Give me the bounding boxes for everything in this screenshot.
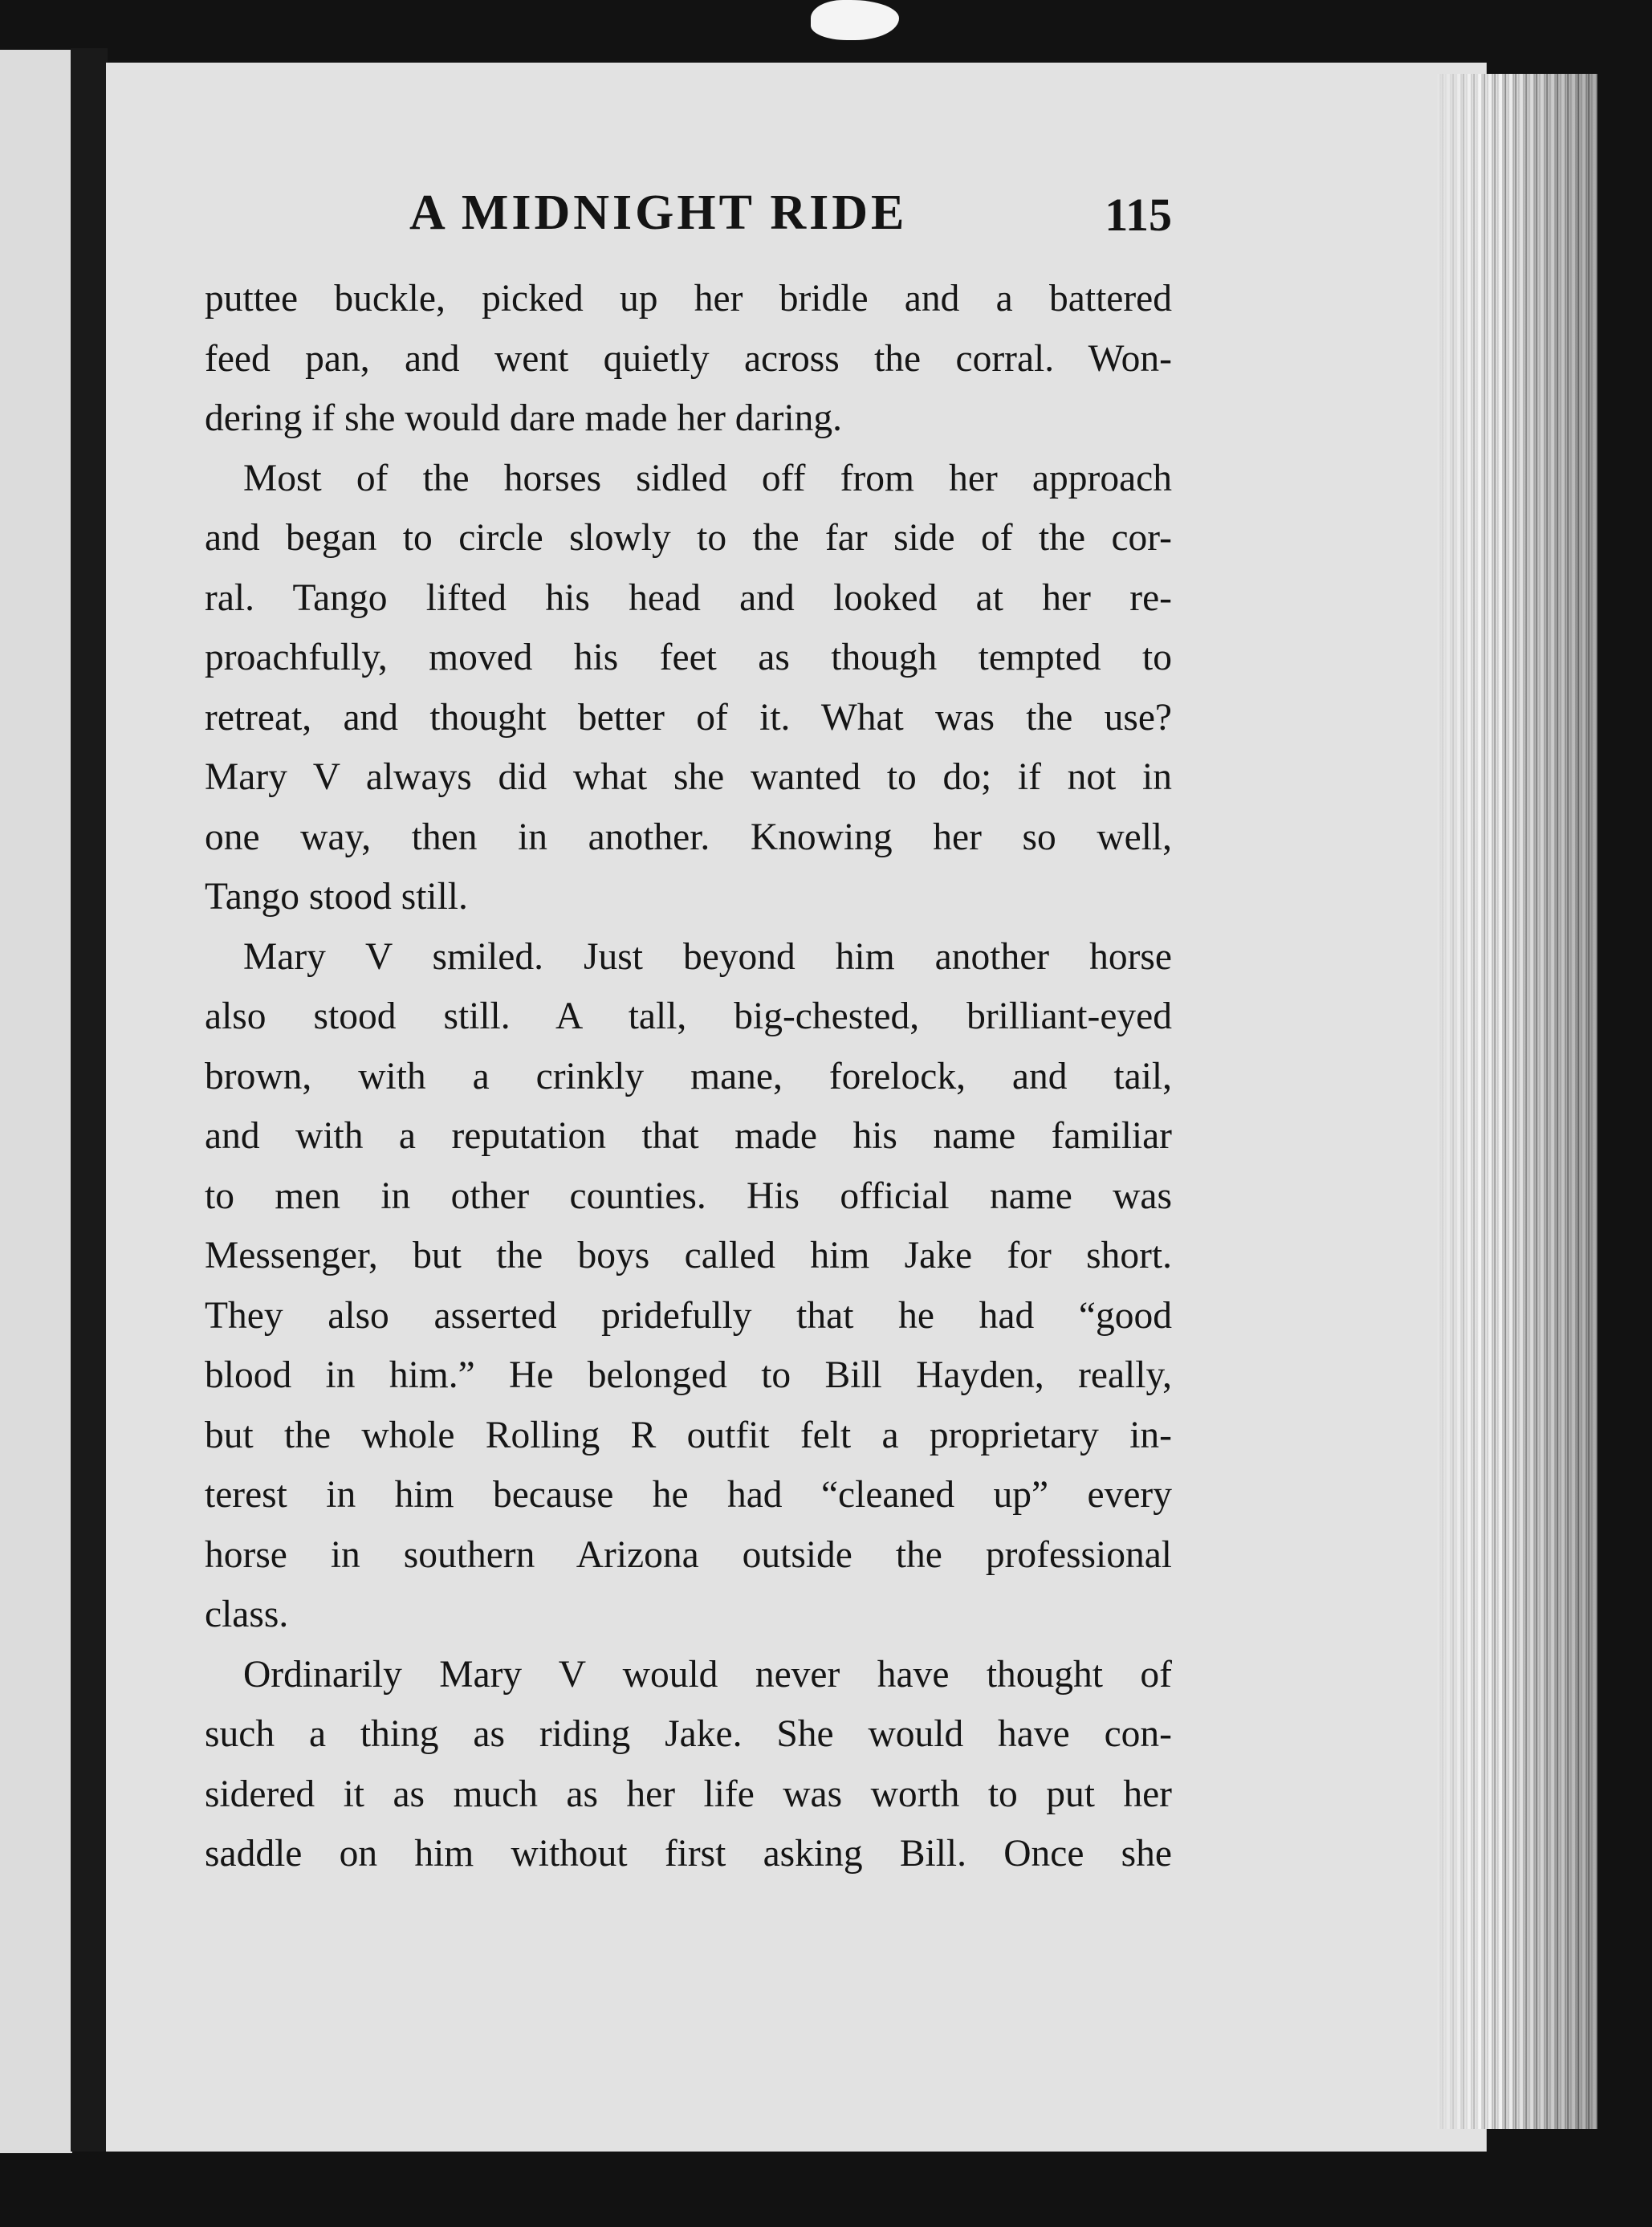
- text-line: ral. Tango lifted his head and looked at her re-: [205, 576, 1172, 619]
- paragraph: [205, 927, 1172, 1645]
- text-line: saddle on him without first asking Bill. Once she: [205, 1833, 1172, 1875]
- running-header: [409, 185, 1172, 249]
- text-line: brown, with a crinkly mane, forelock, and tail,: [205, 1055, 1172, 1097]
- scan-blemish: [811, 0, 899, 40]
- book-gutter: [71, 48, 108, 2152]
- text-line: Messenger, but the boys called him Jake for short.: [205, 1235, 1172, 1276]
- text-line: retreat, and thought better of it. What was the use?: [205, 696, 1172, 739]
- text-line: Ordinarily Mary V would never have thought of: [243, 1653, 1172, 1696]
- text-line: to men in other counties. His official name was: [205, 1175, 1172, 1217]
- text-line: but the whole Rolling R outfit felt a proprietary in-: [205, 1414, 1172, 1456]
- page-edges-shading: [1437, 74, 1597, 2129]
- running-title: A MIDNIGHT RIDE: [409, 185, 908, 240]
- text-line: sidered it as much as her life was worth to put her: [205, 1773, 1172, 1815]
- paragraph: [205, 269, 1172, 449]
- facing-page-edge: [0, 50, 72, 2153]
- text-line: such a thing as riding Jake. She would have con-: [205, 1713, 1172, 1755]
- text-line: Mary V always did what she wanted to do; if not in: [205, 756, 1172, 798]
- text-line: class.: [205, 1594, 289, 1635]
- text-line: and began to circle slowly to the far side of the cor-: [205, 517, 1172, 559]
- text-line: terest in him because he had “cleaned up” every: [205, 1474, 1172, 1516]
- text-line: one way, then in another. Knowing her so well,: [205, 816, 1172, 858]
- text-line: and with a reputation that made his name familiar: [205, 1115, 1172, 1157]
- text-line: proachfully, moved his feet as though tempted to: [205, 637, 1172, 678]
- text-line: Tango stood still.: [205, 876, 468, 918]
- body-text: [205, 269, 1172, 1884]
- text-line: Mary V smiled. Just beyond him another horse: [243, 935, 1172, 978]
- paragraph: [205, 1645, 1172, 1884]
- text-line: They also asserted pridefully that he had “good: [205, 1294, 1172, 1337]
- page-number: 115: [1105, 189, 1172, 241]
- text-line: dering if she would dare made her daring.: [205, 397, 843, 439]
- text-line: feed pan, and went quietly across the corral. Won-: [205, 337, 1172, 380]
- paragraph: [205, 449, 1172, 927]
- text-line: Most of the horses sidled off from her approach: [243, 457, 1172, 499]
- text-line: horse in southern Arizona outside the professional: [205, 1533, 1172, 1576]
- text-line: blood in him.” He belonged to Bill Hayden, really,: [205, 1354, 1172, 1396]
- text-line: puttee buckle, picked up her bridle and a battered: [205, 278, 1172, 320]
- text-line: also stood still. A tall, big-chested, brilliant-eyed: [205, 995, 1172, 1037]
